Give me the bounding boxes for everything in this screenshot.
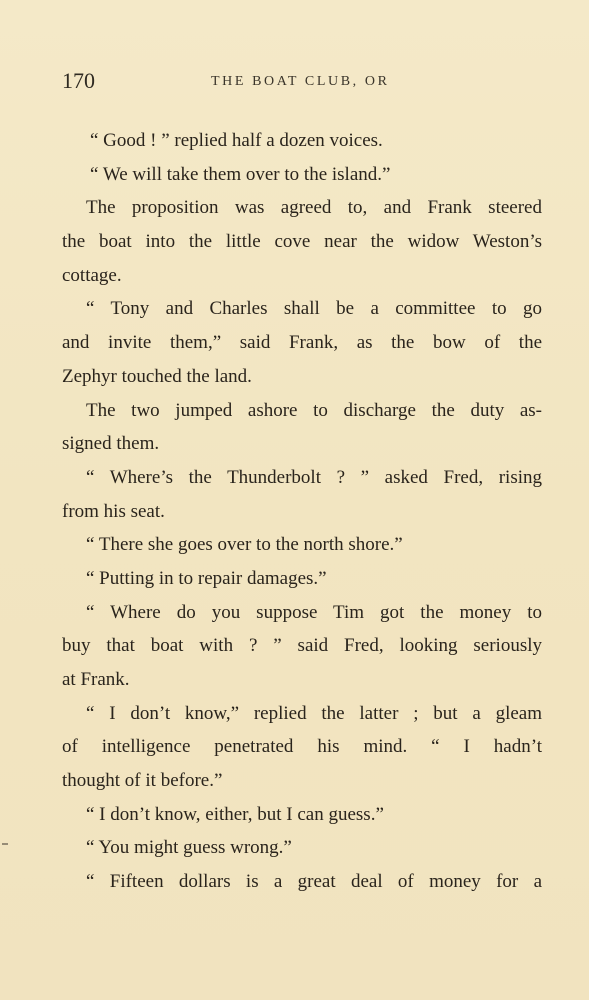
- text-line: The two jumped ashore to discharge the duty as-: [86, 399, 542, 421]
- text-line: Zephyr touched the land.: [62, 365, 252, 387]
- text-line: “ We will take them over to the island.”: [90, 163, 391, 185]
- text-line: buy that boat with ? ” said Fred, looking seriously: [62, 635, 542, 657]
- text-line: “ Tony and Charles shall be a committee to go: [86, 298, 542, 320]
- text-line: “ Fifteen dollars is a great deal of money for a: [86, 871, 542, 893]
- text-line: “ Where do you suppose Tim got the money to: [86, 601, 542, 623]
- body-text: [62, 124, 542, 899]
- text-line: signed them.: [62, 433, 160, 455]
- text-line: thought of it before.”: [62, 770, 223, 792]
- page-header: [62, 66, 545, 98]
- text-line: “ I don’t know, either, but I can guess.”: [86, 803, 384, 825]
- text-line: at Frank.: [62, 669, 130, 690]
- text-line: “ You might guess wrong.”: [86, 837, 292, 859]
- text-line: and invite them,” said Frank, as the bow of the: [62, 332, 542, 354]
- text-line: “ Putting in to repair damages.”: [86, 567, 327, 589]
- page-number: 170: [62, 68, 95, 93]
- text-line: cottage.: [62, 264, 122, 286]
- margin-mark: [2, 843, 8, 845]
- text-line: The proposition was agreed to, and Frank steered: [86, 197, 542, 219]
- text-line: the boat into the little cove near the widow Weston’s: [62, 231, 542, 253]
- text-line: “ I don’t know,” replied the latter ; but a gleam: [86, 702, 542, 724]
- text-line: “ There she goes over to the north shore.”: [86, 534, 403, 556]
- text-line: “ Good ! ” replied half a dozen voices.: [90, 130, 383, 151]
- running-head: THE BOAT CLUB, OR: [211, 74, 390, 89]
- text-line: of intelligence penetrated his mind. “ I hadn’t: [62, 736, 542, 758]
- text-line: “ Where’s the Thunderbolt ? ” asked Fred, rising: [86, 466, 542, 488]
- text-line: from his seat.: [62, 500, 165, 522]
